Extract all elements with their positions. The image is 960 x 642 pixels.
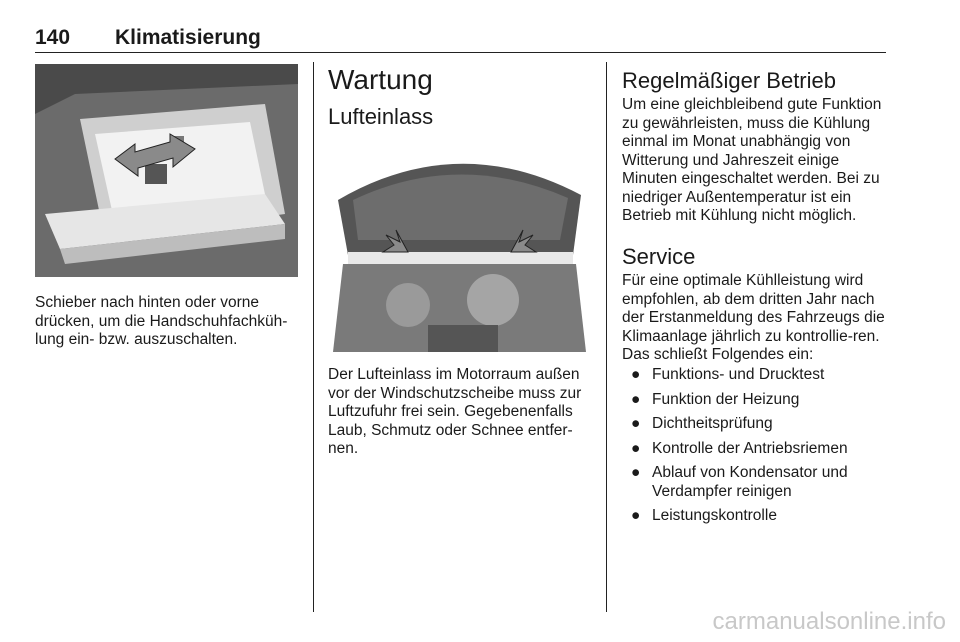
page-header	[35, 26, 885, 52]
watermark: carmanualsonline.info	[712, 608, 946, 635]
service-checklist	[622, 366, 890, 532]
list-item: ● Kontrolle der Antriebsriemen	[631, 439, 848, 457]
list-item: ● Funktion der Heizung	[631, 390, 800, 408]
betrieb-paragraph: Um eine gleichbleibend gute Funktion zu gewährleisten, muss die Kühlung einmal im Monat unabhängig von Witterung und Jahreszeit einige Minuten eingeschaltet werden. Bei zu niedriger Außentemperatur ist ein Betrieb mit Kühlung nicht möglich.	[622, 96, 882, 224]
bullet-icon: ●	[631, 415, 641, 432]
heading-regelmaessiger-betrieb: Regelmäßiger Betrieb	[622, 68, 836, 93]
bullet-icon: ●	[631, 366, 641, 383]
heading-service: Service	[622, 244, 696, 269]
list-item: ● Funktions- und Drucktest	[631, 366, 825, 383]
list-item: ● Ablauf von Kondensator und Verdampfer reinigen	[631, 464, 848, 500]
bullet-icon: ●	[631, 464, 641, 481]
lufteinlass-body: Der Lufteinlass im Motorraum außen vor der Windschutzscheibe muss zur Luftzufuhr frei sein. Gegebenenfalls Laub, Schmutz oder Schnee entfer-nen.	[328, 366, 582, 457]
page-number: 140	[35, 26, 71, 49]
bullet-icon: ●	[631, 507, 641, 524]
bullet-icon: ●	[631, 439, 641, 457]
header-rule	[35, 52, 886, 53]
engine-bay-illustration	[328, 140, 591, 352]
heading-wartung: Wartung	[328, 64, 433, 95]
column-divider-left	[313, 62, 314, 612]
bullet-icon: ●	[631, 390, 641, 408]
section-title: Klimatisierung	[115, 26, 261, 49]
service-paragraph: Für eine optimale Kühlleistung wird empfohlen, ab dem dritten Jahr nach der Erstanmeldung des Fahrzeugs die Klimaanlage jährlich zu kontrollie-ren. Das schließt Folgendes ein:	[622, 272, 885, 363]
list-item: ● Dichtheitsprüfung	[631, 415, 773, 432]
glovebox-illustration	[35, 64, 298, 277]
subheading-lufteinlass: Lufteinlass	[328, 104, 434, 129]
list-item: ● Leistungskontrolle	[631, 507, 777, 524]
glovebox-caption: Schieber nach hinten oder vorne drücken, um die Handschuhfachküh-lung ein- bzw. auszuschalten.	[35, 294, 288, 348]
column-divider-right	[606, 62, 607, 612]
